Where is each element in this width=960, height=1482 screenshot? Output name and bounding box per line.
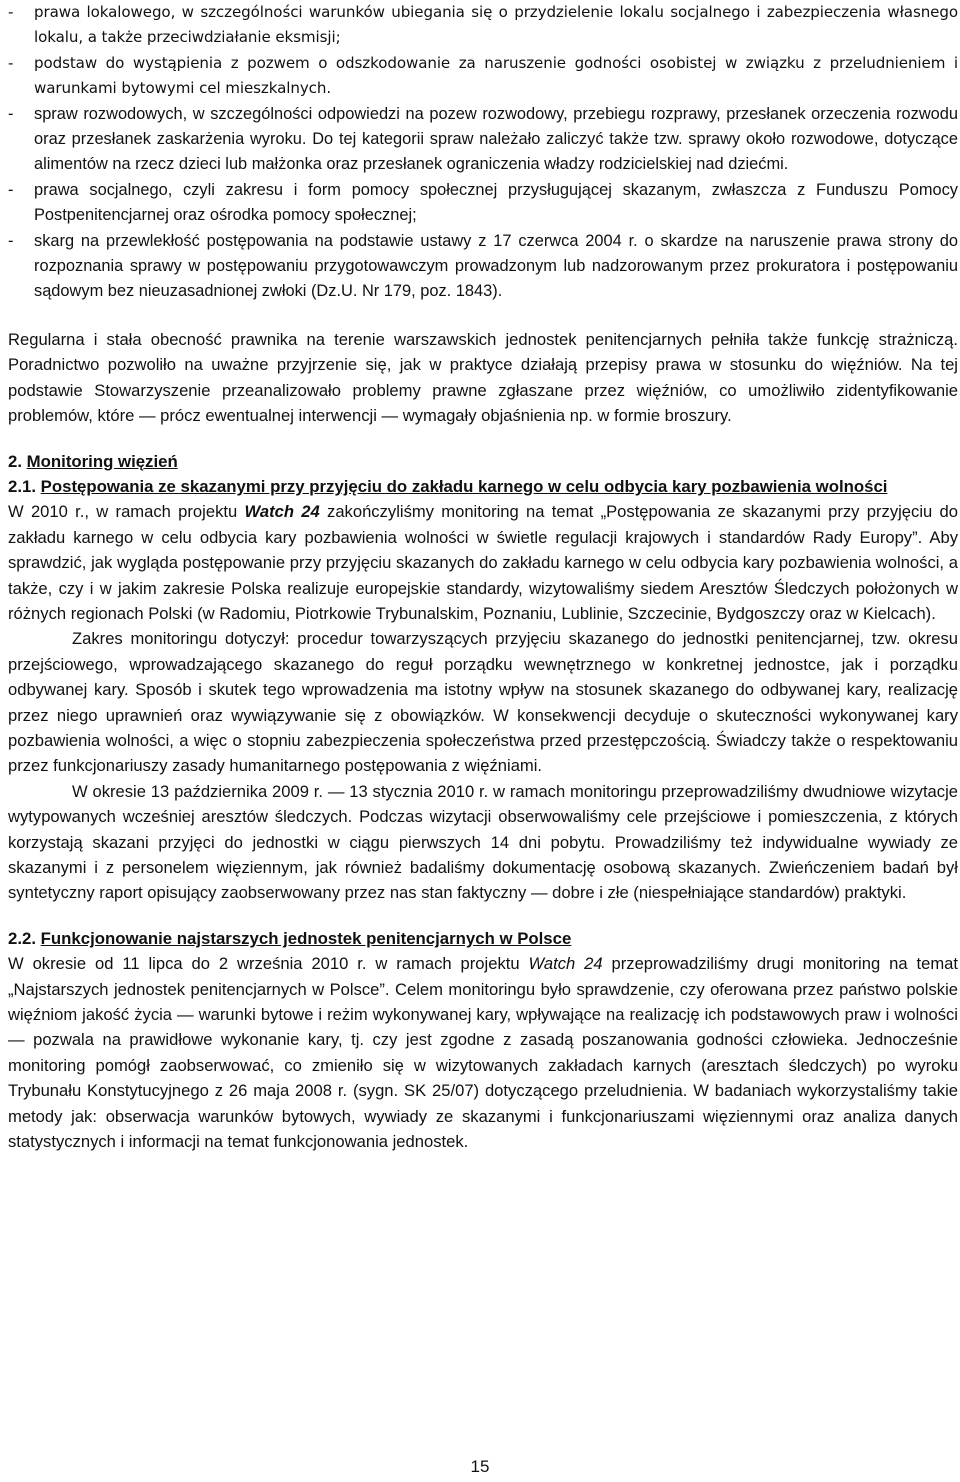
intro-paragraph: Regularna i stała obecność prawnika na terenie warszawskich jednostek penitencjarnych pełniła także funkcję strażniczą. Poradnictwo pozwoliło na uważne przyjrzenie się, jak w praktyce działają przepisy prawa w stosunku do więźniów. Na tej podstawie Stowarzyszenie przeanalizowało problemy prawne zgłaszane przez więźniów, co umożliwiło zidentyfikowanie problemów, które — prócz ewentualnej interwencji — wymagały objaśnienia np. w formie broszury. [8,329,958,426]
section-2-heading [8,449,958,474]
section-2-1-paragraph-1 [8,499,958,626]
list-item-text: podstaw do wystąpienia z pozwem o odszkodowanie za naruszenie godności osobistej w związku z przeludnieniem i warunkami bytowymi cel mieszkalnych. [34,53,958,98]
document-page [8,0,958,1154]
section-2-2-paragraph-1 [8,951,958,1154]
section-2-2-heading [8,926,958,951]
project-name: Watch 24 [244,502,320,522]
list-dash: - [8,53,14,72]
page-number: 15 [470,1457,490,1476]
text-run: W 2010 r., w ramach projektu [8,502,245,522]
list-item-text: prawa lokalowego, w szczególności warunków ubiegania się o przydzielenie lokalu socjalnego i zabezpieczenia własnego lokalu, a także przeciwdziałanie eksmisji; [34,3,958,47]
section-title: Postępowania ze skazanymi przy przyjęciu do zakładu karnego w celu odbycia kary pozbawienia wolności [40,476,888,496]
project-name: Watch 24 [528,954,603,974]
section-title: Funkcjonowanie najstarszych jednostek penitencjarnych w Polsce [40,928,572,948]
list-dash: - [8,3,14,21]
list-item-text: spraw rozwodowych, w szczególności odpowiedzi na pozew rozwodowy, przebiegu rozprawy, przesłanek orzeczenia rozwodu oraz przesłanek zaskarżenia wyroku. Do tej kategorii spraw należało zaliczyć także tzw. sprawy około rozwodowe, dotyczące alimentów na rzecz dzieci lub małżonka oraz przesłanek ograniczenia władzy rodzicielskiej nad dziećmi. [34,104,958,174]
section-number: 2.1. [8,476,36,496]
list-dash: - [8,231,14,250]
text-run: przeprowadziliśmy drugi monitoring na temat „Najstarszych jednostek penitencjarnych w Polsce”. Celem monitoringu było sprawdzenie, czy oferowana przez państwo polskie więźniom jakość życia — warunki bytowe i reżim wykonywanej kary, wpływające na realizację ich podstawowych praw i wolności — pozwala na prawidłowe wykonanie kary, tj. czy jest zgodne z zasadą poszanowania godności człowieka. Jednocześnie monitoring pomógł zaobserwować, co zmieniło się w wizytowanych zakładach karnych (aresztach śledczych) po wyroku Trybunału Konstytucyjnego z 26 maja 2008 r. (sygn. SK 25/07) dotyczącego przeludnienia. W badaniach wykorzystaliśmy takie metody jak: obserwacja warunków bytowych, wywiady ze skazanymi i funkcjonariuszami więziennymi oraz analiza danych statystycznych i informacji na temat funkcjonowania jednostek. [8,954,958,1152]
section-title: Monitoring więzień [26,451,178,471]
section-number: 2.2. [8,928,36,948]
list-item-text: skarg na przewlekłość postępowania na podstawie ustawy z 17 czerwca 2004 r. o skardze na naruszenie prawa strony do rozpoznania sprawy w postępowaniu przygotowawczym prowadzonym lub nadzorowanym przez prokuratora i postępowaniu sądowym bez nieuzasadnionej zwłoki (Dz.U. Nr 179, poz. 1843). [34,231,958,301]
section-number: 2. [8,451,22,471]
list-item [8,178,958,229]
list-item [8,0,958,51]
section-2-1-paragraph-2: Zakres monitoringu dotyczył: procedur towarzyszących przyjęciu skazanego do jednostki penitencjarnej, tzw. okresu przejściowego, wprowadzającego skazanego do reguł porządku wewnętrznego w konkretnej jednostce, jak i porządku odbywanej kary. Sposób i skutek tego wprowadzenia ma istotny wpływ na stosunek skazanego do odbywanej kary, realizację przez niego uprawnień oraz wywiązywanie się z obowiązków. W konsekwencji decyduje o skuteczności wykonywanej kary pozbawienia wolności, a więc o stopniu zabezpieczenia społeczeństwa przed przestępczością. Świadczy także o respektowaniu przez funkcjonariuszy zasady humanitarnego postępowania z więźniami. [8,629,958,776]
list-dash: - [8,104,14,123]
list-item [8,229,958,305]
list-dash: - [8,180,14,199]
list-item [8,102,958,178]
text-run: W okresie od 11 lipca do 2 września 2010 r. w ramach projektu [8,954,529,974]
section-2-1-paragraph-3: W okresie 13 października 2009 r. — 13 stycznia 2010 r. w ramach monitoringu przeprowadziliśmy dwudniowe wizytacje wytypowanych wcześniej aresztów śledczych. Podczas wizytacji obserwowaliśmy cele przejściowe i pomieszczenia, z których korzystają skazani przyjęci do jednostki w ciągu pierwszych 14 dni pobytu. Prowadziliśmy też indywidualne wywiady ze skazanymi i z personelem więziennym, jak również badaliśmy dokumentację osobową skazanych. Zwieńczeniem badań był syntetyczny raport opisujący zaobserwowany przez nas stan faktyczny — dobre i złe (niespełniające standardów) praktyki. [8,781,958,903]
list-item [8,51,958,102]
list-item-text: prawa socjalnego, czyli zakresu i form pomocy społecznej przysługującej skazanym, zwłaszcza z Funduszu Pomocy Postpenitencjarnej oraz ośrodka pomocy społecznej; [34,180,958,225]
legal-topics-list [8,0,958,305]
text-run: zakończyliśmy monitoring na temat „Postępowania ze skazanymi przy przyjęciu do zakładu karnego w celu odbycia kary pozbawienia wolności w świetle regulacji krajowych i standardów Rady Europy”. Aby sprawdzić, jak wygląda postępowanie przy przyjęciu skazanych do zakładu karnego w celu odbycia kary pozbawienia wolności, a także, czy i w jakim zakresie Polska realizuje europejskie standardy, wizytowaliśmy siedem Aresztów Śledczych położonych w różnych regionach Polski (w Radomiu, Piotrkowie Trybunalskim, Poznaniu, Lublinie, Szczecinie, Bydgoszczy oraz w Kielcach). [8,502,958,623]
section-2-1-heading [8,474,958,499]
